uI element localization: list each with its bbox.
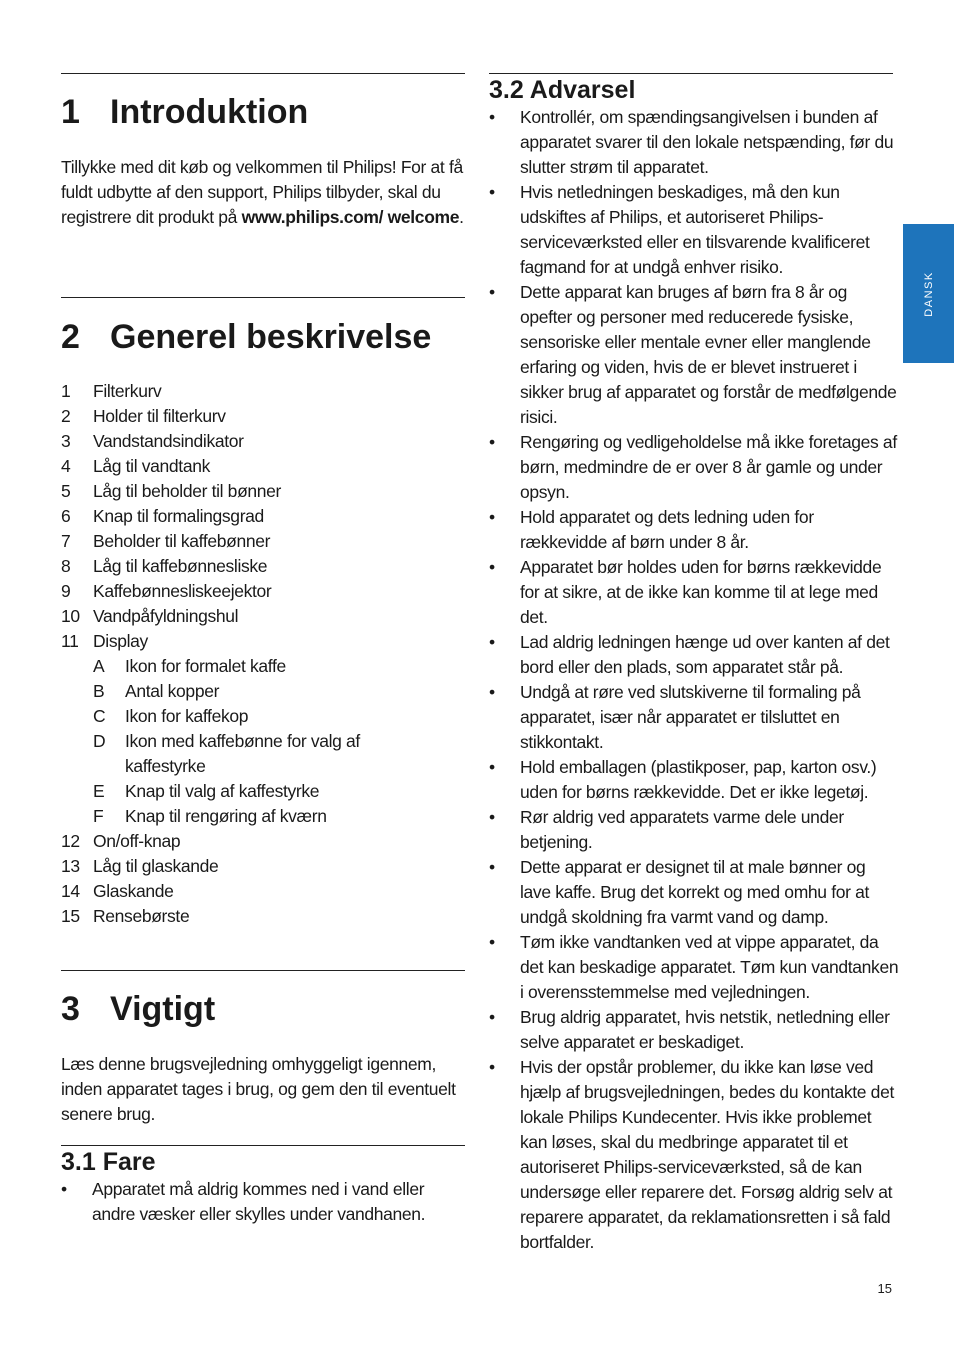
register-link[interactable]: www.philips.com/ welcome: [241, 207, 460, 227]
list-item: 14 Glaskande: [61, 881, 174, 901]
list-item: • Hvis der opstår problemer, du ikke kan løse ved hjælp af brugsvejledningen, bedes du kontakte det lokale Philips Kundecenter. Hvis ikke problemet kan løses, skal du medbringe apparatet til et autoriseret Philips-serviceværksted, så de kan undersøge eller reparere det. Forsøg aldrig selv at reparere apparatet, da reklamationsretten i så fald bortfalder.: [489, 1057, 894, 1252]
list-item: • Hvis netledningen beskadiges, må den kun udskiftes af Philips, et autoriseret Philips-serviceværksted eller en tilsvarende kvalificeret fagmand for at undgå enhver risiko.: [489, 182, 870, 277]
section-heading-intro: 1 Introduktion: [61, 93, 309, 131]
section-rule: [61, 970, 465, 971]
subsection-heading-danger: 3.1 Fare: [61, 1148, 156, 1176]
list-item: • Lad aldrig ledningen hænge ud over kanten af det bord eller den plads, som apparatet står på.: [489, 632, 890, 677]
list-item: • Tøm ikke vandtanken ved at vippe apparatet, da det kan beskadige apparatet. Tøm kun vandtanken i overensstemmelse med vejledningen.: [489, 932, 899, 1002]
intro-paragraph: Tillykke med dit køb og velkommen til Philips! For at få fuldt udbytte af den support, Philips tilbyder, skal du registrere dit produkt på www.philips.com/ welcome.: [61, 157, 464, 227]
language-tab: DANSK: [903, 224, 954, 363]
list-subitem: A Ikon for formalet kaffe: [93, 656, 286, 676]
list-subitem: C Ikon for kaffekop: [93, 706, 249, 726]
list-item: • Rør aldrig ved apparatets varme dele under betjening.: [489, 807, 844, 852]
list-item: 4 Låg til vandtank: [61, 456, 210, 476]
list-item: 10 Vandpåfyldningshul: [61, 606, 239, 626]
list-item: • Kontrollér, om spændingsangivelsen i bunden af apparatet svarer til den lokale netspænding, før du slutter strøm til apparatet.: [489, 107, 894, 177]
list-item: • Hold emballagen (plastikposer, pap, karton osv.) uden for børns rækkevidde. Det er ikke legetøj.: [489, 757, 877, 802]
page-number: 15: [877, 1281, 892, 1296]
list-item: • Hold apparatet og dets ledning uden for rækkevidde af børn under 8 år.: [489, 507, 814, 552]
list-subitem: D Ikon med kaffebønne for valg af kaffestyrke: [93, 731, 360, 776]
list-item: 8 Låg til kaffebønnesliske: [61, 556, 268, 576]
list-item: 1 Filterkurv: [61, 381, 162, 401]
list-item: • Apparatet må aldrig kommes ned i vand eller andre væsker eller skylles under vandhanen.: [61, 1179, 426, 1224]
list-item: 7 Beholder til kaffebønner: [61, 531, 271, 551]
list-item: 6 Knap til formalingsgrad: [61, 506, 264, 526]
list-item: 11 Display: [61, 631, 148, 651]
list-item: 2 Holder til filterkurv: [61, 406, 226, 426]
section-rule: [61, 73, 465, 74]
list-item: • Dette apparat kan bruges af børn fra 8 år og opefter og personer med reducerede fysiske, sensoriske eller mentale evner eller manglende erfaring og viden, hvis de er blevet instrueret i sikker brug af apparatet og forstår de medfølgende risici.: [489, 282, 897, 427]
warning-list: [489, 105, 899, 1255]
section-heading-general: 2 Generel beskrivelse: [61, 318, 432, 356]
list-item: 9 Kaffebønnesliskeejektor: [61, 581, 272, 601]
section-rule: [61, 297, 465, 298]
danger-list: [61, 1177, 471, 1227]
list-item: 3 Vandstandsindikator: [61, 431, 244, 451]
parts-list: [61, 379, 465, 929]
subsection-heading-warning: 3.2 Advarsel: [489, 76, 636, 104]
subsection-rule: [61, 1145, 465, 1146]
list-item: 12 On/off-knap: [61, 831, 181, 851]
list-subitem: E Knap til valg af kaffestyrke: [93, 781, 320, 801]
list-subitem: B Antal kopper: [93, 681, 220, 701]
important-paragraph: Læs denne brugsvejledning omhyggeligt igennem, inden apparatet tages i brug, og gem den til eventuelt senere brug.: [61, 1054, 456, 1124]
list-item: • Dette apparat er designet til at male bønner og lave kaffe. Brug det korrekt og med omhu for at undgå skoldning fra varmt vand og damp.: [489, 857, 869, 927]
list-item: • Apparatet bør holdes uden for børns rækkevidde for at sikre, at de ikke kan komme til at lege med det.: [489, 557, 882, 627]
list-item: • Rengøring og vedligeholdelse må ikke foretages af børn, medmindre de er over 8 år gamle og under opsyn.: [489, 432, 897, 502]
list-item: • Brug aldrig apparatet, hvis netstik, netledning eller selve apparatet er beskadiget.: [489, 1007, 890, 1052]
list-item: 5 Låg til beholder til bønner: [61, 481, 282, 501]
subsection-rule: [489, 73, 893, 74]
list-item: 13 Låg til glaskande: [61, 856, 219, 876]
list-item: • Undgå at røre ved slutskiverne til formaling på apparatet, især når apparatet er tilsluttet en stikkontakt.: [489, 682, 861, 752]
section-heading-important: 3 Vigtigt: [61, 990, 216, 1028]
list-subitem: F Knap til rengøring af kværn: [93, 806, 327, 826]
list-item: 15 Rensebørste: [61, 906, 190, 926]
